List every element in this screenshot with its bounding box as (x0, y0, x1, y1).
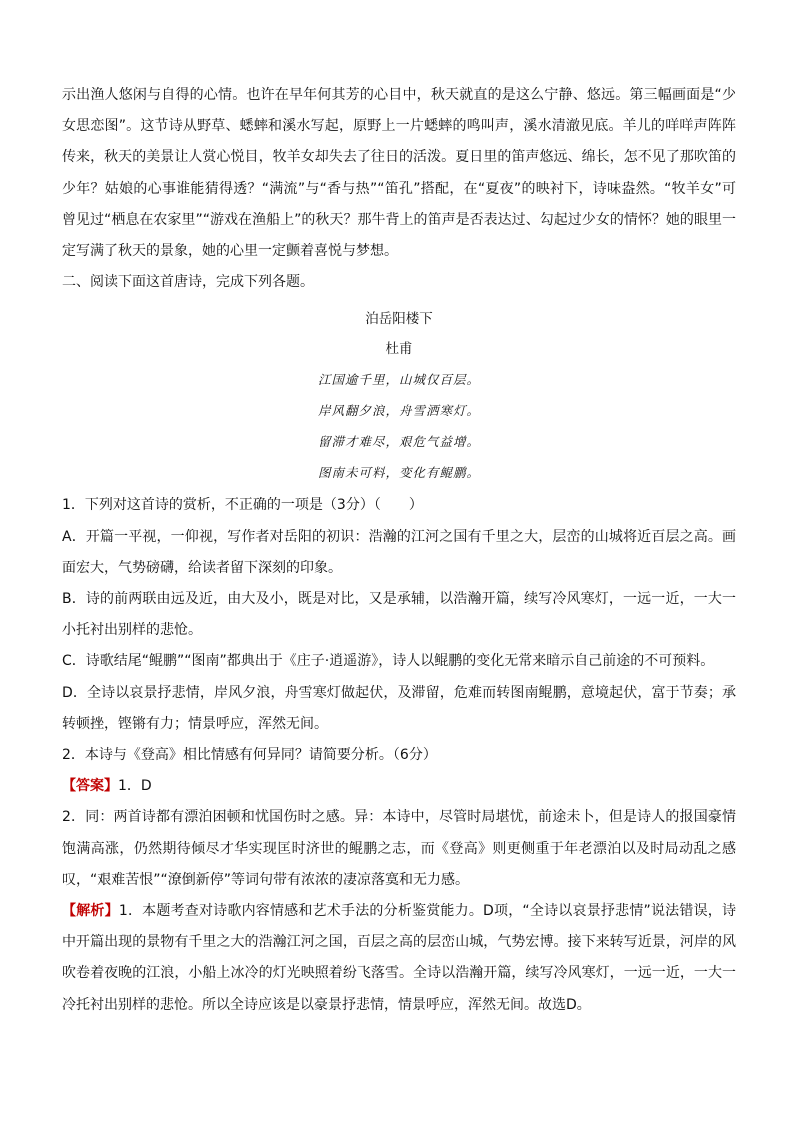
poem-line: 图南未可料，变化有鲲鹏。 (317, 465, 480, 481)
question-1-option-c: C．诗歌结尾“鲲鹏”“图南”都典出于《庄子·逍遥游》，诗人以鲲鹏的变化无常来暗示自己前途的不可预料。 (62, 653, 715, 670)
intro-paragraph: 示出渔人悠闲与自得的心情。也许在早年何其芳的心目中，秋天就直的是这么宁静、悠远。第三幅画面是“少女思恋图”。这节诗从野草、蟋蟀和溪水写起，原野上一片蟋蟀的鸣叫声，溪水清澈见底。羊儿的咩咩声阵阵传来，秋天的美景让人赏心悦目，牧羊女却失去了往日的活泼。夏日里的笛声悠远、绵长，怎不见了那吹笛的少年？姑娘的心事谁能猜得透？“满流”与“香与热”“笛孔”搭配，在“夏夜”的映衬下，诗味盎然。“牧羊女”可曾见过“栖息在农家里”“游戏在渔船上”的秋天？那牛背上的笛声是否表达过、勾起过少女的情怀？她的眼里一定写满了秋天的景象，她的心里一定颤着喜悦与梦想。 (62, 87, 736, 260)
answer-item-1: 1．D (118, 778, 152, 795)
answer-item-2: 2．同：两首诗都有漂泊困顿和忧国伤时之感。异：本诗中，尽管时局堪忧，前途未卜，但是诗人的报国豪情饱满高涨，仍然期待倾尽才华实现匡时济世的鲲鹏之志，而《登高》则更侧重于年老漂泊以及时局动乱之感叹，“艰难苦恨”“潦倒新停”等词句带有浓浓的凄凉落寞和无力感。 (62, 809, 736, 888)
document-content (62, 80, 736, 1021)
poem-line: 江国逾千里，山城仅百层。 (317, 372, 480, 388)
analysis-text: 1．本题考查对诗歌内容情感和艺术手法的分析鉴赏能力。D项，“全诗以哀景抒悲情”说法错误，诗中开篇出现的景物有千里之大的浩瀚江河之国，百层之高的层峦山城，气势宏博。接下来转写近景，河岸的风吹卷着夜晚的江浪，小船上冰冷的灯光映照着纷飞落雪。全诗以浩瀚开篇，续写冷风寒灯，一远一近，一大一冷托衬出别样的悲怆。所以全诗应该是以豪景抒悲情，情景呼应，浑然无间。故选D。 (62, 903, 736, 1013)
poem-line: 留滞才难尽，艰危气益增。 (317, 434, 480, 450)
analysis-tag: 【解析】 (62, 903, 119, 920)
question-1-option-d: D．全诗以哀景抒悲情，岸风夕浪，舟雪寒灯做起伏，及滞留，危难而转图南鲲鹏，意境起伏，富于节奏；承转顿挫，铿锵有力；情景呼应，浑然无间。 (62, 684, 736, 732)
answer-line (62, 771, 736, 802)
poem-line: 岸风翻夕浪，舟雪洒寒灯。 (317, 403, 480, 419)
section-heading: 二、阅读下面这首唐诗，完成下列各题。 (62, 274, 314, 291)
poem-author: 杜甫 (385, 341, 413, 358)
question-1-option-b: B．诗的前两联由远及近，由大及小，既是对比，又是承辅，以浩瀚开篇，续写冷风寒灯，一远一近，一大一小托衬出别样的悲怆。 (62, 591, 736, 639)
analysis-paragraph (62, 896, 736, 1021)
answer-tag: 【答案】 (62, 778, 118, 795)
question-2-stem: 2．本诗与《登高》相比情感有何异同？请简要分析。（6分） (62, 747, 437, 764)
poem (62, 298, 736, 490)
question-1-stem: 1．下列对这首诗的赏析，不正确的一项是（3分）（ ） (62, 497, 423, 514)
question-1-option-a: A．开篇一平视，一仰视，写作者对岳阳的初识：浩瀚的江河之国有千里之大，层峦的山城将近百层之高。画面宏大，气势磅礴，给读者留下深刻的印象。 (62, 528, 736, 576)
poem-title: 泊岳阳楼下 (365, 311, 433, 328)
